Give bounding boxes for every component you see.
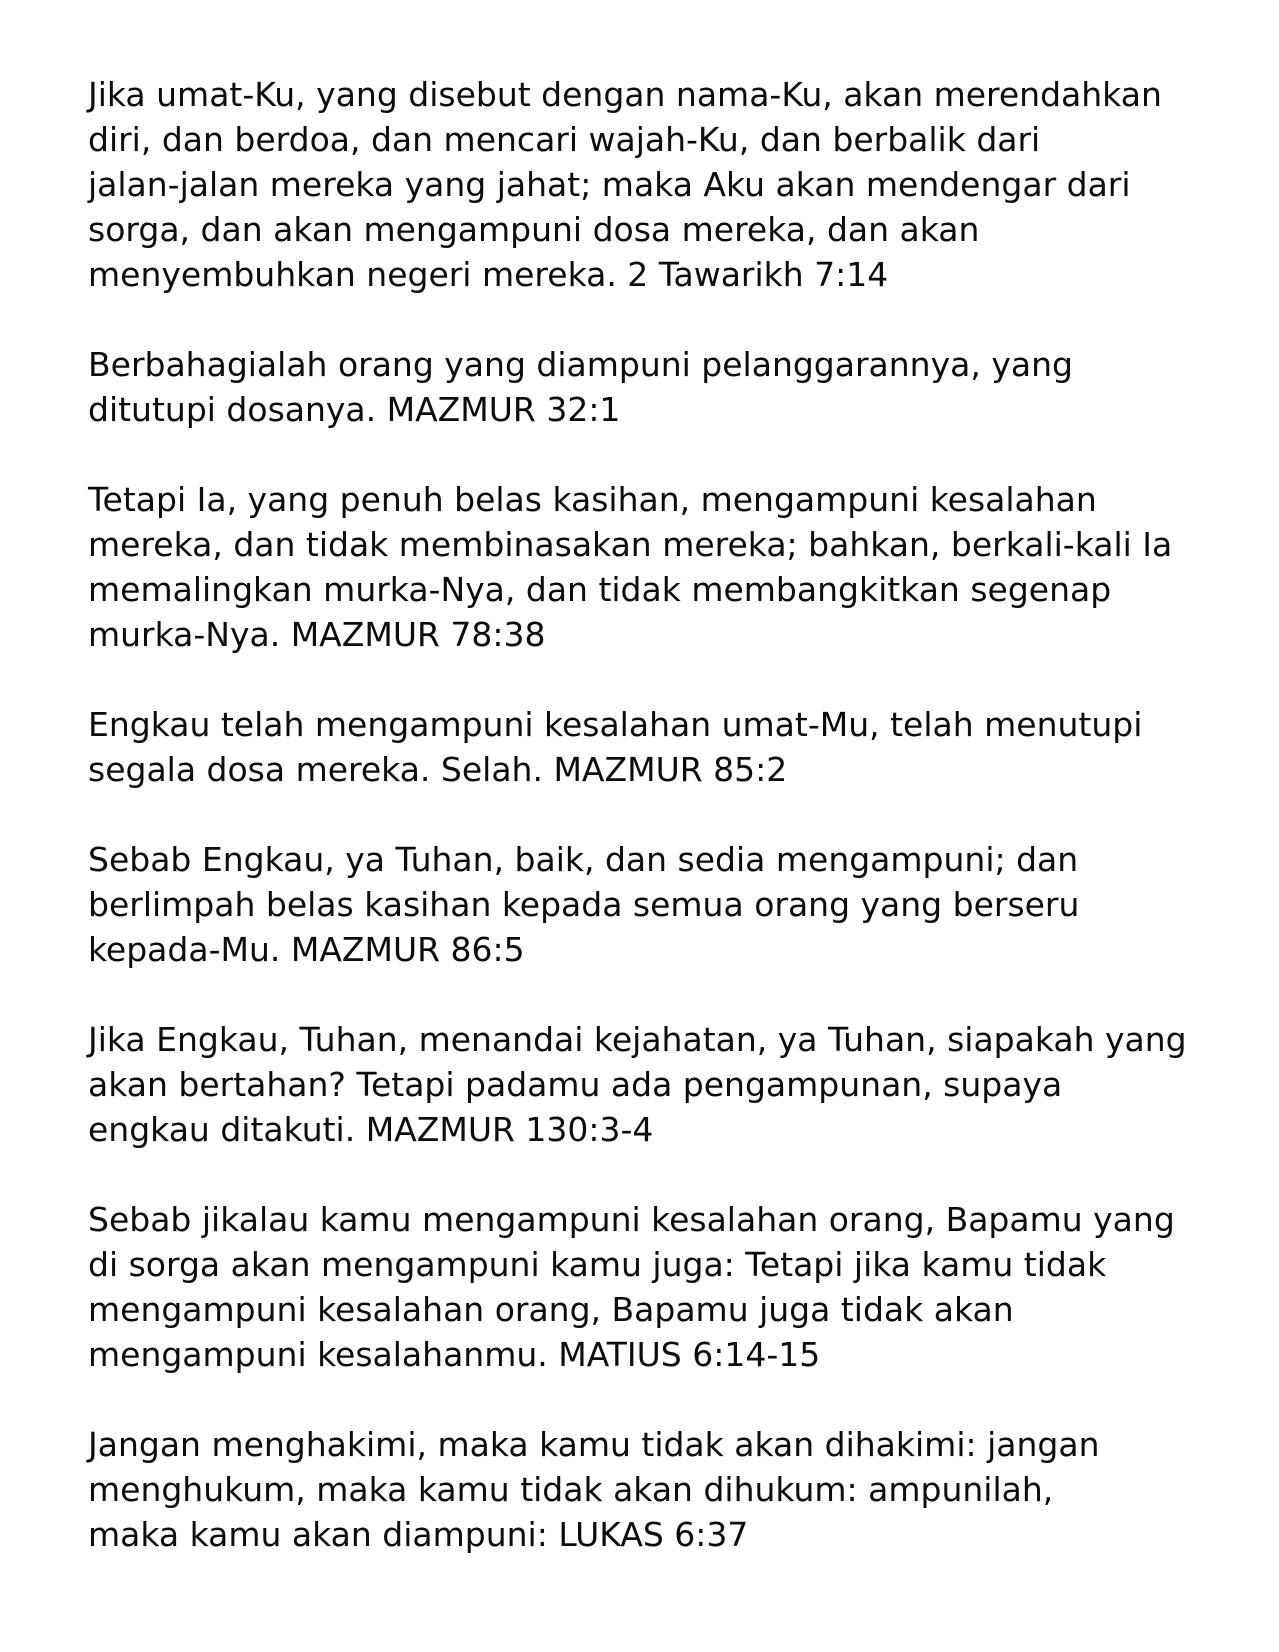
text-line: Jangan menghakimi, maka kamu tidak akan dihakimi: jangan [88,1425,1100,1464]
text-line: Sebab jikalau kamu mengampuni kesalahan orang, Bapamu yang [88,1200,1175,1239]
verse-paragraph [88,342,1238,432]
text-line: kepada-Mu. MAZMUR 86:5 [88,930,525,969]
text-line: ditutupi dosanya. MAZMUR 32:1 [88,390,621,429]
document-page [88,72,1238,1602]
text-line: mengampuni kesalahan orang, Bapamu juga tidak akan [88,1290,1014,1329]
text-line: Jika umat-Ku, yang disebut dengan nama-Ku, akan merendahkan [88,75,1162,114]
verse-paragraph [88,477,1238,657]
text-line: berlimpah belas kasihan kepada semua orang yang berseru [88,885,1080,924]
text-line: Engkau telah mengampuni kesalahan umat-Mu, telah menutupi [88,705,1143,744]
text-line: sorga, dan akan mengampuni dosa mereka, dan akan [88,210,980,249]
verse-paragraph [88,1017,1238,1152]
text-line: akan bertahan? Tetapi padamu ada pengampunan, supaya [88,1065,1063,1104]
text-line: jalan-jalan mereka yang jahat; maka Aku akan mendengar dari [88,165,1131,204]
text-line: segala dosa mereka. Selah. MAZMUR 85:2 [88,750,788,789]
text-line: maka kamu akan diampuni: LUKAS 6:37 [88,1515,749,1554]
text-line: mereka, dan tidak membinasakan mereka; bahkan, berkali-kali Ia [88,525,1173,564]
verse-paragraph [88,837,1238,972]
text-line: Tetapi Ia, yang penuh belas kasihan, mengampuni kesalahan [88,480,1097,519]
text-line: memalingkan murka-Nya, dan tidak membangkitkan segenap [88,570,1112,609]
verse-paragraph [88,702,1238,792]
verse-paragraph [88,72,1238,297]
verse-paragraph [88,1422,1238,1557]
verse-paragraph [88,1197,1238,1377]
text-line: murka-Nya. MAZMUR 78:38 [88,615,546,654]
text-line: engkau ditakuti. MAZMUR 130:3-4 [88,1110,654,1149]
text-line: Sebab Engkau, ya Tuhan, baik, dan sedia mengampuni; dan [88,840,1079,879]
text-line: diri, dan berdoa, dan mencari wajah-Ku, dan berbalik dari [88,120,1041,159]
text-line: Berbahagialah orang yang diampuni pelanggarannya, yang [88,345,1073,384]
text-line: Jika Engkau, Tuhan, menandai kejahatan, ya Tuhan, siapakah yang [88,1020,1187,1059]
text-line: di sorga akan mengampuni kamu juga: Tetapi jika kamu tidak [88,1245,1107,1284]
text-line: mengampuni kesalahanmu. MATIUS 6:14-15 [88,1335,821,1374]
text-line: menyembuhkan negeri mereka. 2 Tawarikh 7:14 [88,255,889,294]
text-line: menghukum, maka kamu tidak akan dihukum: ampunilah, [88,1470,1054,1509]
